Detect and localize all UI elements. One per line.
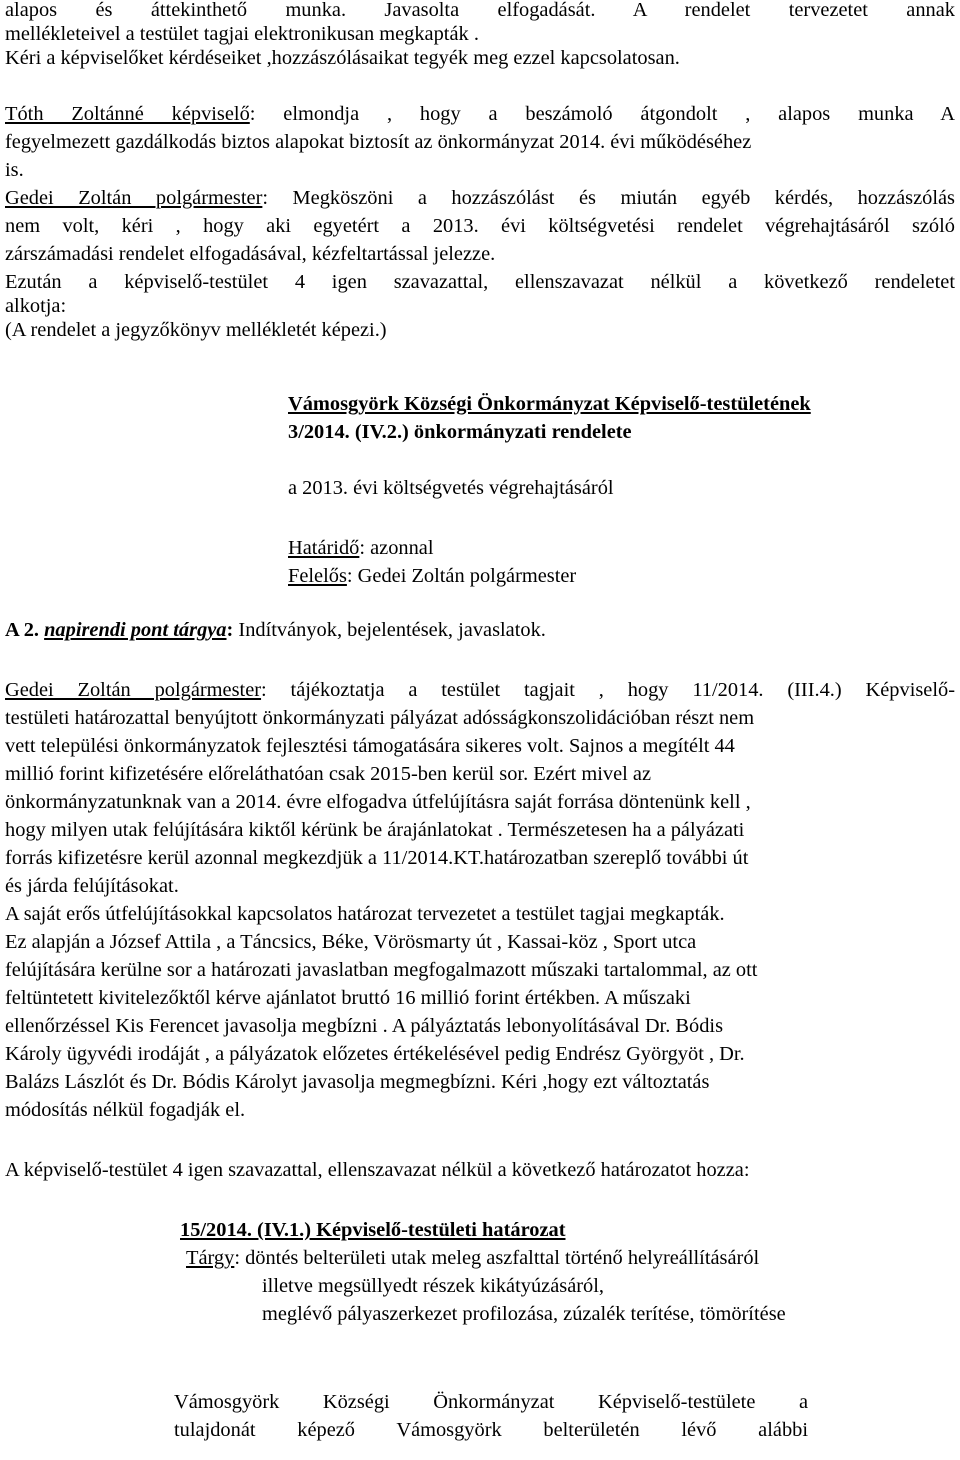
text-line: Ezután a képviselő-testület 4 igen szavazattal, ellenszavazat nélkül a következő rendeletet [5,271,955,293]
text-line: alkotja: [5,295,67,317]
text-line: alapos és áttekinthető munka. Javasolta elfogadását. A rendelet tervezetet annak [5,0,955,21]
text-line [5,102,955,126]
text-line: önkormányzatunknak van a 2014. évre elfogadva útfelújításra saját forrása döntenünk kell , [5,791,751,813]
resolution-subject-line: meglévő pályaszerkezet profilozása, zúzalék terítése, tömörítése [262,1303,786,1325]
text-line: hogy milyen utak felújítására kiktől kérünk be árajánlatokat . Természetesen ha a pályázati [5,819,745,841]
decree-title: Vámosgyörk Községi Önkormányzat Képviselő-testületének [288,393,811,415]
text-line: forrás kifizetésre kerül azonnal megkezdjük a 11/2014.KT.határozatban szereplő további út [5,847,749,869]
text-span: : elmondja , hogy a beszámoló átgondolt , alapos munka A [249,103,955,125]
text-line: A saját erős útfelújításokkal kapcsolatos határozat tervezetet a testület tagjai megkapták. [5,903,725,925]
text-line: ellenőrzéssel Kis Ferencet javasolja megbízni . A pályáztatás lebonyolításával Dr. Bódis [5,1015,724,1037]
subject-text: : döntés belterületi utak meleg aszfalttal történő helyreállításáról [234,1247,760,1269]
text-span: : tájékoztatja a testület tagjait , hogy 11/2014. (III.4.) Képviselő- [261,679,955,701]
resolution-title: 15/2014. (IV.1.) Képviselő-testületi határozat [180,1219,566,1241]
deadline-value: : azonnal [359,537,434,559]
text-line: Ez alapján a József Attila , a Táncsics, Béke, Vörösmarty út , Kassai-köz , Sport utca [5,931,697,953]
decree-subject: a 2013. évi költségvetés végrehajtásáról [288,477,614,499]
text-line: és járda felújításokat. [5,875,179,897]
text-line: módosítás nélkül fogadják el. [5,1099,246,1121]
speaker-name: Tóth Zoltánné képviselő [5,103,250,125]
resolution-body-line: tulajdonát képező Vámosgyörk belterületén lévő alábbi [174,1419,808,1441]
text-line [5,678,955,702]
vote-statement: A képviselő-testület 4 igen szavazattal, ellenszavazat nélkül a következő határozatot hozza: [5,1159,750,1181]
text-line: is. [5,159,24,181]
deadline-label: Határidő [288,537,360,559]
agenda-label: napirendi pont tárgya [44,619,227,641]
responsible-value: : Gedei Zoltán polgármester [346,565,577,587]
text-line: feltüntetett kivitelezőktől kérve ajánlatot bruttó 16 millió forint értékben. A műszaki [5,987,691,1009]
text-line: Kéri a képviselőket kérdéseiket ,hozzászólásaikat tegyék meg ezzel kapcsolatosan. [5,47,680,69]
deadline-line [288,536,434,560]
agenda-text: Indítványok, bejelentések, javaslatok. [233,619,546,641]
text-line: Balázs Lászlót és Dr. Bódis Károlyt javasolja megmegbízni. Kéri ,hogy ezt változtatás [5,1071,710,1093]
agenda-prefix: A 2. [5,619,45,641]
text-line: mellékleteivel a testület tagjai elektronikusan megkapták . [5,23,479,45]
text-line: zárszámadási rendelet elfogadásával, kézfeltartással jelezze. [5,243,496,265]
speaker-name: Gedei Zoltán polgármester [5,679,262,701]
text-line: (A rendelet a jegyzőkönyv mellékletét képezi.) [5,319,387,341]
agenda-colon: : [226,619,234,641]
agenda-heading [5,618,546,642]
text-line: fegyelmezett gazdálkodás biztos alapokat biztosít az önkormányzat 2014. évi működéséhez [5,131,752,153]
text-line [5,186,955,210]
resolution-subject-line [186,1246,759,1270]
responsible-label: Felelős [288,565,347,587]
text-line: nem volt, kéri , hogy aki egyetért a 2013. évi költségvetési rendelet végrehajtásáról szóló [5,215,955,237]
text-line: vett települési önkormányzatok fejlesztési támogatására sikeres volt. Sajnos a megítélt 44 [5,735,735,757]
resolution-body-line: Vámosgyörk Községi Önkormányzat Képviselő-testülete a [174,1391,808,1413]
responsible-line [288,564,576,588]
text-span: : Megköszöni a hozzászólást és miután egyéb kérdés, hozzászólás [262,187,955,209]
subject-label: Tárgy [186,1247,235,1269]
text-line: testületi határozattal benyújtott önkormányzati pályázat adósságkonszolidációban részt nem [5,707,755,729]
speaker-name: Gedei Zoltán polgármester [5,187,263,209]
text-line: felújítására kerülne sor a határozati javaslatban megfogalmazott műszaki tartalommal, az ott [5,959,758,981]
decree-number: 3/2014. (IV.2.) önkormányzati rendelete [288,421,632,443]
resolution-subject-line: illetve megsüllyedt részek kikátyúzásáról, [262,1275,604,1297]
text-line: millió forint kifizetésére előreláthatóan csak 2015-ben kerül sor. Ezért mivel az [5,763,652,785]
text-line: Károly ügyvédi irodáját , a pályázatok előzetes értékelésével pedig Endrész Györgyöt , Dr. [5,1043,745,1065]
